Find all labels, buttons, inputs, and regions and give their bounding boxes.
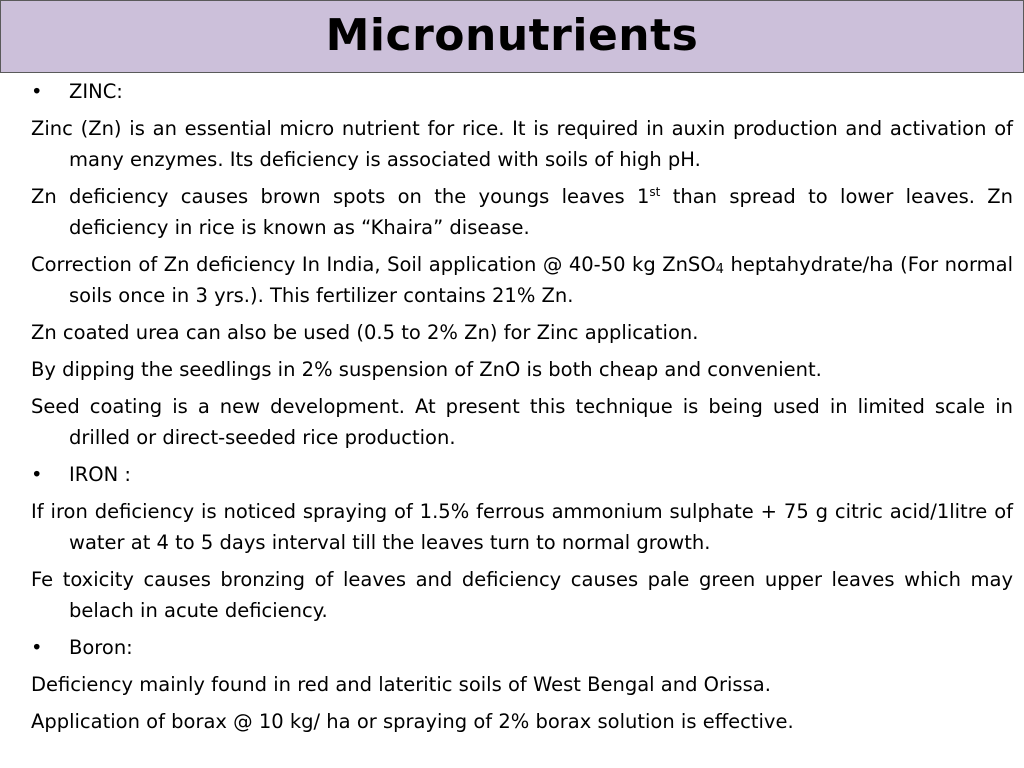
zinc-paragraph-5: By dipping the seedlings in 2% suspension of ZnO is both cheap and convenient.: [31, 358, 822, 381]
zinc-p3-text-b: heptahydrate/ha (For normal soils once in 3 yrs.). This fertilizer contains 21% Zn.: [69, 253, 1014, 307]
title-bar: [0, 0, 1024, 73]
boron-paragraph-2: Application of borax @ 10 kg/ ha or spraying of 2% borax solution is effective.: [31, 710, 794, 733]
zinc-p2-text-b: than spread to lower leaves. Zn deficiency in rice is known as “Khaira” disease.: [69, 185, 1013, 239]
zinc-paragraph-2: [31, 181, 1013, 243]
slide-body: [31, 76, 1013, 743]
section-heading-iron: IRON :: [69, 463, 132, 486]
bullet-icon: •: [31, 636, 43, 659]
iron-paragraph-1: If iron deficiency is noticed spraying of 1.5% ferrous ammonium sulphate + 75 g citric acid/1litre of water at 4 to 5 days interval till the leaves turn to normal growth.: [31, 500, 1013, 554]
page-title: Micronutrients: [325, 10, 699, 61]
zinc-p2-text-a: Zn deficiency causes brown spots on the youngs leaves 1: [31, 185, 650, 208]
zinc-paragraph-1: Zinc (Zn) is an essential micro nutrient for rice. It is required in auxin production and activation of many enzymes. Its deficiency is associated with soils of high pH.: [31, 117, 1013, 171]
bullet-item-zinc: [31, 76, 1013, 107]
bullet-item-boron: [31, 632, 1013, 663]
section-heading-boron: Boron:: [69, 636, 133, 659]
bullet-icon: •: [31, 80, 43, 103]
iron-paragraph-2: Fe toxicity causes bronzing of leaves and deficiency causes pale green upper leaves which may belach in acute deficiency.: [31, 568, 1013, 622]
boron-paragraph-1: Deficiency mainly found in red and lateritic soils of West Bengal and Orissa.: [31, 673, 771, 696]
zinc-p3-text-a: Correction of Zn deficiency In India, Soil application @ 40-50 kg ZnSO: [31, 253, 716, 276]
zinc-p3-subscript: 4: [715, 262, 724, 277]
bullet-icon: •: [31, 463, 43, 486]
zinc-paragraph-4: Zn coated urea can also be used (0.5 to 2% Zn) for Zinc application.: [31, 321, 699, 344]
zinc-paragraph-6: Seed coating is a new development. At present this technique is being used in limited scale in drilled or direct-seeded rice production.: [31, 395, 1013, 449]
zinc-p2-superscript: st: [649, 185, 661, 199]
bullet-item-iron: [31, 459, 1013, 490]
zinc-paragraph-3: [31, 249, 1013, 311]
section-heading-zinc: ZINC:: [69, 80, 123, 103]
